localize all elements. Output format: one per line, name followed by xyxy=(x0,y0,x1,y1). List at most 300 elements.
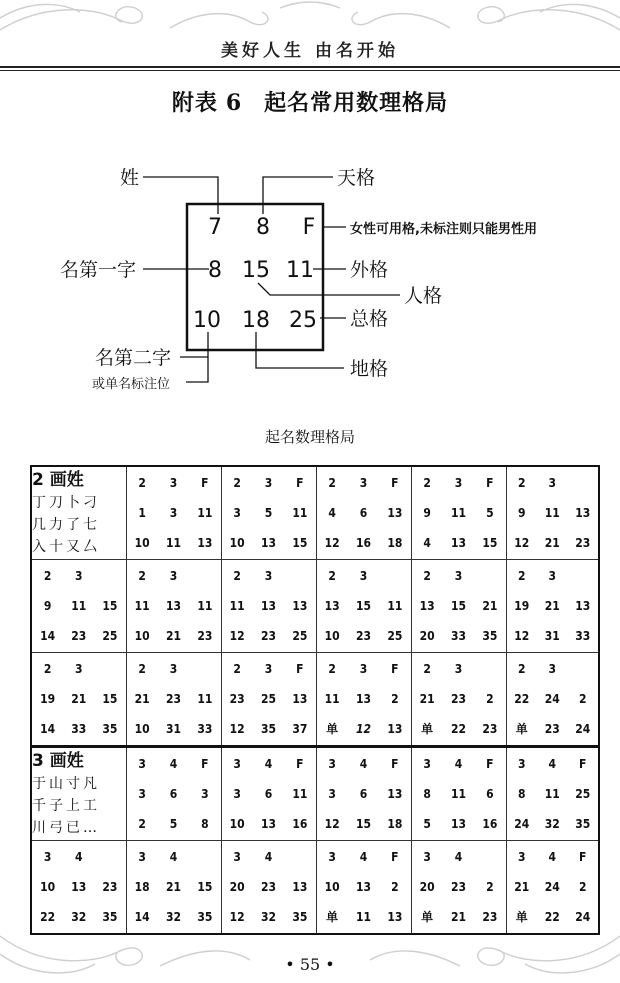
pattern-value: 5 xyxy=(264,506,273,520)
pattern-value: 4 xyxy=(328,506,336,520)
pattern-grid xyxy=(507,842,599,932)
pattern-value xyxy=(474,561,505,591)
pattern-value: 3 xyxy=(548,569,556,583)
pattern-value: 13 xyxy=(575,599,591,613)
pattern-value: 10 xyxy=(134,536,150,550)
pattern-value: 6 xyxy=(359,506,368,520)
pattern-value: 2 xyxy=(423,662,431,676)
pattern-value: 12 xyxy=(229,910,245,924)
pattern-value: 31 xyxy=(165,722,181,736)
pattern-value: 24 xyxy=(544,692,560,706)
pattern-value: 14 xyxy=(40,629,56,643)
pattern-value: 12 xyxy=(229,629,245,643)
pattern-value: 单 xyxy=(326,910,339,924)
pattern-value: 4 xyxy=(359,757,368,771)
pattern-value: 9 xyxy=(43,599,52,613)
pattern-value: 2 xyxy=(43,569,52,583)
pattern-cell xyxy=(316,747,411,841)
pattern-value: 10 xyxy=(324,629,340,643)
pattern-value: 18 xyxy=(387,817,403,831)
pattern-value: 3 xyxy=(169,476,178,490)
pattern-value: 3 xyxy=(359,476,368,490)
pattern-value: 13 xyxy=(450,536,466,550)
pattern-value: 35 xyxy=(482,629,498,643)
pattern-value: 35 xyxy=(102,722,118,736)
pattern-value xyxy=(474,654,505,684)
pattern-value: 2 xyxy=(486,880,494,894)
pattern-value: 21 xyxy=(514,880,530,894)
pattern-value: F xyxy=(201,476,209,490)
pattern-grid xyxy=(222,749,316,839)
pattern-cell xyxy=(506,841,599,935)
pattern-value: 11 xyxy=(324,692,340,706)
pattern-value: 2 xyxy=(43,662,52,676)
pattern-value: 10 xyxy=(40,880,56,894)
pattern-value: 2 xyxy=(517,569,526,583)
pattern-value: 3 xyxy=(233,506,241,520)
pattern-grid xyxy=(412,654,506,744)
pattern-value: 33 xyxy=(197,722,213,736)
pattern-cell xyxy=(221,841,316,935)
pattern-value: 35 xyxy=(575,817,591,831)
diagram-num: 25 xyxy=(289,308,317,333)
pattern-value: 8 xyxy=(201,817,209,831)
pattern-value: 3 xyxy=(454,662,463,676)
pattern-cell xyxy=(411,560,506,653)
pattern-value: F xyxy=(391,850,399,864)
label-single-note: 或单名标注位 xyxy=(92,377,171,392)
pattern-value: 单 xyxy=(326,722,339,736)
pattern-value: 23 xyxy=(260,880,276,894)
pattern-value: 15 xyxy=(355,817,371,831)
pattern-value: 35 xyxy=(292,910,308,924)
pattern-value: 23 xyxy=(450,880,466,894)
pattern-value: 13 xyxy=(387,722,403,736)
pattern-value: 2 xyxy=(486,692,494,706)
pattern-value: 11 xyxy=(165,536,181,550)
pattern-cell xyxy=(316,466,411,560)
pattern-cell xyxy=(506,466,599,560)
pattern-value: 35 xyxy=(197,910,213,924)
pattern-value: 12 xyxy=(514,629,530,643)
running-header: 美好人生 由名开始 xyxy=(221,41,399,61)
pattern-value: 3 xyxy=(138,787,146,801)
pattern-value xyxy=(94,842,125,872)
pattern-cell xyxy=(126,466,221,560)
pattern-value: 11 xyxy=(197,506,213,520)
pattern-value: 18 xyxy=(134,880,150,894)
pattern-grid xyxy=(127,749,221,839)
pattern-value: 20 xyxy=(419,629,435,643)
pattern-grid xyxy=(317,842,411,932)
pattern-value xyxy=(284,842,315,872)
pattern-cell xyxy=(31,841,126,935)
pattern-value: 3 xyxy=(74,662,83,676)
pattern-value: 14 xyxy=(134,910,150,924)
pattern-value: 2 xyxy=(517,662,526,676)
pattern-value: 13 xyxy=(260,599,276,613)
pattern-value: 21 xyxy=(165,629,181,643)
pattern-value: 22 xyxy=(514,692,530,706)
pattern-value: 4 xyxy=(454,850,463,864)
pattern-value: 6 xyxy=(359,787,368,801)
pattern-value: 24 xyxy=(514,817,530,831)
pattern-value: 9 xyxy=(517,506,526,520)
label-total: 总格 xyxy=(350,308,389,330)
pattern-grid xyxy=(317,654,411,744)
pattern-value: 3 xyxy=(548,476,556,490)
pattern-value: F xyxy=(486,757,494,771)
pattern-grid xyxy=(507,654,599,744)
pattern-value: 2 xyxy=(578,692,587,706)
pattern-value: 4 xyxy=(264,850,273,864)
pattern-value: 9 xyxy=(423,506,431,520)
pattern-value: F xyxy=(296,662,304,676)
pattern-value: 13 xyxy=(324,599,340,613)
pattern-value: 15 xyxy=(355,599,371,613)
pattern-value: 25 xyxy=(102,629,118,643)
pattern-value: 24 xyxy=(544,880,560,894)
pattern-value: 5 xyxy=(486,506,494,520)
pattern-value: 23 xyxy=(450,692,466,706)
pattern-value: 2 xyxy=(328,569,336,583)
pattern-grid xyxy=(127,468,221,558)
header-rule xyxy=(0,66,620,68)
pattern-value: 23 xyxy=(102,880,118,894)
pattern-value: 31 xyxy=(544,629,560,643)
pattern-value: 25 xyxy=(292,629,308,643)
pattern-grid xyxy=(317,749,411,839)
pattern-value: F xyxy=(296,476,304,490)
pattern-value: 2 xyxy=(328,662,336,676)
pattern-value: 2 xyxy=(423,569,431,583)
pattern-cell xyxy=(411,841,506,935)
pattern-value: 12 xyxy=(229,722,245,736)
pattern-value xyxy=(94,654,125,684)
single-note-leader xyxy=(186,357,208,382)
pattern-value: 2 xyxy=(138,569,146,583)
pattern-value: 11 xyxy=(71,599,87,613)
pattern-value: 6 xyxy=(486,787,494,801)
pattern-value: 2 xyxy=(233,476,241,490)
pattern-value: F xyxy=(296,757,304,771)
pattern-value: 13 xyxy=(575,506,591,520)
pattern-value: 21 xyxy=(419,692,435,706)
pattern-value: 6 xyxy=(264,787,273,801)
diagram-num: 15 xyxy=(242,258,270,283)
pattern-value: 13 xyxy=(197,536,213,550)
diagram-num: 8 xyxy=(208,258,222,283)
pattern-value: 3 xyxy=(454,476,463,490)
diagram-num: 10 xyxy=(193,308,221,333)
pattern-value: 24 xyxy=(575,910,591,924)
pattern-grid xyxy=(32,654,126,744)
pattern-value: F xyxy=(579,850,587,864)
pattern-grid xyxy=(412,842,506,932)
pattern-value: 16 xyxy=(355,536,371,550)
surname-chars: 几力了七 xyxy=(32,517,100,533)
pattern-value: 3 xyxy=(74,569,83,583)
pattern-value: 13 xyxy=(419,599,435,613)
pattern-value: 11 xyxy=(355,910,371,924)
pattern-value: 6 xyxy=(169,787,178,801)
pattern-grid xyxy=(127,842,221,932)
pattern-value: 13 xyxy=(387,787,403,801)
pattern-value: 11 xyxy=(229,599,245,613)
pattern-value: 4 xyxy=(169,850,178,864)
pattern-value: 3 xyxy=(454,569,463,583)
label-heaven: 天格 xyxy=(337,167,376,189)
pattern-value: 2 xyxy=(233,569,241,583)
pattern-value: 25 xyxy=(575,787,591,801)
pattern-value: 11 xyxy=(544,506,560,520)
pattern-grid xyxy=(127,561,221,651)
pattern-grid xyxy=(507,561,599,651)
pattern-value: 1 xyxy=(138,506,146,520)
second-char-leader xyxy=(180,332,208,357)
pattern-value: 37 xyxy=(292,722,308,736)
diagram-num: 7 xyxy=(208,215,222,240)
pattern-cell xyxy=(316,653,411,747)
pattern-value: 13 xyxy=(387,506,403,520)
pattern-value: 15 xyxy=(450,599,466,613)
pattern-value: 23 xyxy=(71,629,87,643)
table-title xyxy=(0,86,620,117)
pattern-value: 8 xyxy=(423,787,431,801)
pattern-value: 11 xyxy=(450,506,466,520)
pattern-value: 22 xyxy=(450,722,466,736)
pattern-value: 18 xyxy=(387,536,403,550)
pattern-value: 13 xyxy=(292,880,308,894)
pattern-value: 23 xyxy=(575,536,591,550)
pattern-value: 11 xyxy=(197,692,213,706)
table-row xyxy=(31,466,599,560)
pattern-value: 11 xyxy=(292,787,308,801)
stroke-count-heading: 2 画姓 xyxy=(32,470,84,490)
pattern-value: 4 xyxy=(74,850,83,864)
pattern-cell xyxy=(221,653,316,747)
pattern-cell xyxy=(506,747,599,841)
pattern-value: 33 xyxy=(71,722,87,736)
pattern-value: 4 xyxy=(548,757,556,771)
pattern-value: 13 xyxy=(165,599,181,613)
pattern-value xyxy=(284,561,315,591)
pattern-value: 10 xyxy=(229,536,245,550)
pattern-value: 23 xyxy=(260,629,276,643)
pattern-value: 15 xyxy=(197,880,213,894)
pattern-value xyxy=(189,561,220,591)
pattern-value: 15 xyxy=(292,536,308,550)
pattern-value xyxy=(474,842,505,872)
pattern-value: 2 xyxy=(578,880,587,894)
table-row xyxy=(31,560,599,653)
pattern-cell xyxy=(411,653,506,747)
pattern-value: 3 xyxy=(264,662,273,676)
pattern-value: 21 xyxy=(544,536,560,550)
pattern-cell xyxy=(221,747,316,841)
pattern-value: 23 xyxy=(197,629,213,643)
label-female-note: 女性可用格,未标注则只能男性用 xyxy=(350,222,537,237)
pattern-value: 2 xyxy=(138,476,146,490)
title-text: 起名常用数理格局 xyxy=(264,90,449,116)
label-earth: 地格 xyxy=(350,358,389,380)
numerology-table xyxy=(30,465,600,935)
table-caption: 起名数理格局 xyxy=(264,428,355,446)
pattern-value: 单 xyxy=(421,722,434,736)
name-structure-diagram xyxy=(0,150,620,400)
pattern-value: 23 xyxy=(355,629,371,643)
pattern-value: 11 xyxy=(134,599,150,613)
label-person: 人格 xyxy=(404,285,443,307)
pattern-value: 3 xyxy=(423,757,431,771)
pattern-value: 21 xyxy=(71,692,87,706)
pattern-value: 11 xyxy=(450,787,466,801)
pattern-value: 32 xyxy=(165,910,181,924)
pattern-value: 13 xyxy=(355,880,371,894)
pattern-value: 21 xyxy=(165,880,181,894)
pattern-value: 32 xyxy=(544,817,560,831)
diagram-num: 11 xyxy=(286,258,314,283)
pattern-value: 14 xyxy=(40,722,56,736)
pattern-value: 23 xyxy=(482,722,498,736)
pattern-value: 3 xyxy=(233,850,241,864)
pattern-cell xyxy=(31,560,126,653)
header-rule-thin xyxy=(0,70,620,71)
pattern-value: 15 xyxy=(102,599,118,613)
pattern-value: 21 xyxy=(482,599,498,613)
pattern-cell xyxy=(221,560,316,653)
pattern-value: 3 xyxy=(43,850,52,864)
pattern-grid xyxy=(507,749,599,839)
pattern-value xyxy=(568,468,599,498)
person-leader xyxy=(258,283,400,295)
title-prefix: 附表 xyxy=(171,90,218,116)
pattern-cell xyxy=(411,747,506,841)
pattern-value: 2 xyxy=(233,662,241,676)
pattern-value: 10 xyxy=(134,722,150,736)
pattern-value: 35 xyxy=(102,910,118,924)
pattern-value xyxy=(189,842,220,872)
pattern-value: 4 xyxy=(169,757,178,771)
pattern-value: F xyxy=(486,476,494,490)
pattern-value: 3 xyxy=(359,569,368,583)
pattern-value: 25 xyxy=(387,629,403,643)
pattern-value: 2 xyxy=(391,880,399,894)
pattern-value: 25 xyxy=(260,692,276,706)
label-surname: 姓 xyxy=(120,167,140,189)
pattern-value: 12 xyxy=(324,817,340,831)
diagram-num: 8 xyxy=(256,215,270,240)
pattern-value: F xyxy=(391,476,399,490)
pattern-value xyxy=(379,561,410,591)
surname-chars: 于山寸凡 xyxy=(32,776,100,792)
pattern-value: 单 xyxy=(515,910,528,924)
pattern-value: 3 xyxy=(138,757,146,771)
pattern-value: 33 xyxy=(450,629,466,643)
pattern-grid xyxy=(222,468,316,558)
pattern-value: 19 xyxy=(40,692,56,706)
pattern-value: F xyxy=(201,757,209,771)
pattern-value: 23 xyxy=(482,910,498,924)
pattern-value: 15 xyxy=(482,536,498,550)
pattern-value: 2 xyxy=(328,476,336,490)
pattern-value: 4 xyxy=(548,850,556,864)
pattern-value: 32 xyxy=(260,910,276,924)
pattern-value: 33 xyxy=(575,629,591,643)
table-row xyxy=(31,747,599,841)
pattern-value: 13 xyxy=(387,910,403,924)
pattern-value: F xyxy=(391,662,399,676)
pattern-grid xyxy=(317,561,411,651)
pattern-value: 单 xyxy=(421,910,434,924)
surname-group-cell xyxy=(31,747,126,841)
pattern-grid xyxy=(127,654,221,744)
pattern-cell xyxy=(316,841,411,935)
pattern-grid xyxy=(507,468,599,558)
pattern-value: 4 xyxy=(359,850,368,864)
pattern-value: 3 xyxy=(169,506,178,520)
surname-chars: 入十又厶 xyxy=(32,539,100,555)
pattern-grid xyxy=(32,842,126,932)
pattern-value: 8 xyxy=(517,787,526,801)
pattern-value: 11 xyxy=(544,787,560,801)
pattern-value: 5 xyxy=(423,817,431,831)
pattern-value: F xyxy=(579,757,587,771)
pattern-value: 23 xyxy=(165,692,181,706)
pattern-value: 4 xyxy=(264,757,273,771)
pattern-value: 11 xyxy=(197,599,213,613)
pattern-cell xyxy=(316,560,411,653)
pattern-value: 3 xyxy=(201,787,209,801)
pattern-cell xyxy=(126,653,221,747)
pattern-value: 2 xyxy=(138,662,146,676)
pattern-value: 20 xyxy=(229,880,245,894)
pattern-value: 3 xyxy=(233,757,241,771)
pattern-value: 16 xyxy=(292,817,308,831)
pattern-value: 2 xyxy=(517,476,526,490)
pattern-value xyxy=(189,654,220,684)
diagram-num: 18 xyxy=(242,308,270,333)
pattern-value: 10 xyxy=(134,629,150,643)
pattern-grid xyxy=(412,561,506,651)
pattern-value: 10 xyxy=(229,817,245,831)
pattern-value: 11 xyxy=(387,599,403,613)
pattern-value: 单 xyxy=(515,722,528,736)
pattern-value: 35 xyxy=(260,722,276,736)
pattern-value: 13 xyxy=(71,880,87,894)
pattern-value: 3 xyxy=(328,850,336,864)
pattern-value: 3 xyxy=(423,850,431,864)
pattern-value: 13 xyxy=(292,599,308,613)
pattern-cell xyxy=(506,560,599,653)
pattern-cell xyxy=(126,841,221,935)
table-row xyxy=(31,841,599,935)
label-outer: 外格 xyxy=(350,259,389,281)
pattern-value xyxy=(94,561,125,591)
pattern-value: 3 xyxy=(328,757,336,771)
pattern-grid xyxy=(222,561,316,651)
pattern-value: 3 xyxy=(138,850,146,864)
surname-chars: 川弓已… xyxy=(32,820,100,836)
pattern-value: 23 xyxy=(229,692,245,706)
pattern-value: 2 xyxy=(138,817,146,831)
pattern-value: 20 xyxy=(419,880,435,894)
pattern-value: 21 xyxy=(544,599,560,613)
pattern-value: 13 xyxy=(450,817,466,831)
pattern-value: 5 xyxy=(169,817,178,831)
pattern-cell xyxy=(221,466,316,560)
pattern-value: 3 xyxy=(264,476,273,490)
